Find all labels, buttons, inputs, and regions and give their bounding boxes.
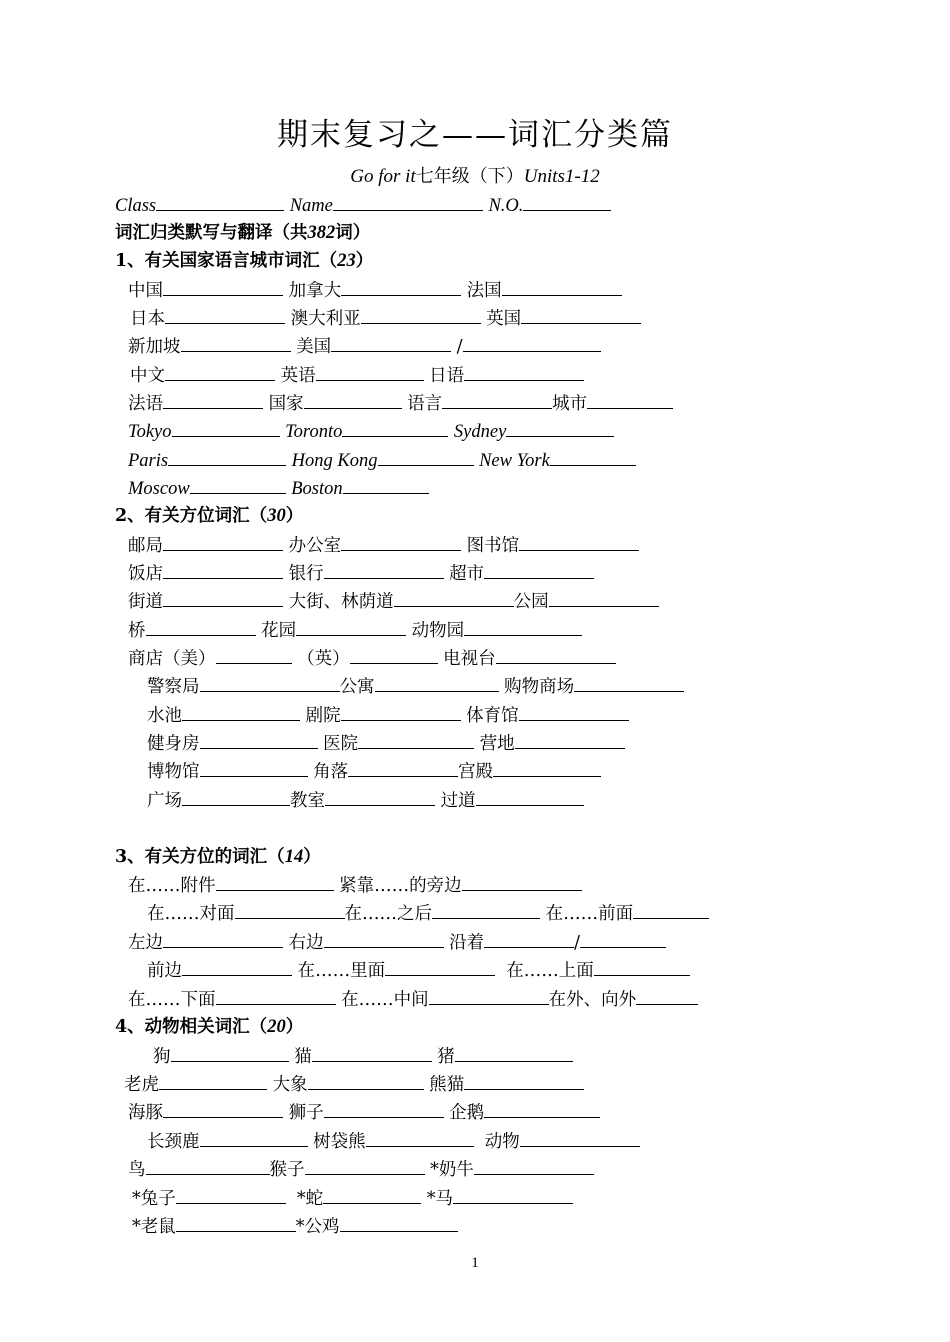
word-label: / [574, 933, 581, 953]
vocab-row [128, 417, 614, 445]
no-label: N.O. [488, 196, 524, 216]
answer-blank[interactable] [464, 616, 582, 636]
answer-blank[interactable] [305, 1155, 425, 1175]
answer-blank[interactable] [366, 1127, 474, 1147]
word-label: *蛇 [296, 1189, 324, 1209]
answer-blank[interactable] [163, 389, 263, 409]
word-label: / [456, 337, 463, 357]
units-label: Units1-12 [523, 166, 600, 187]
word-label: 街道 [128, 592, 163, 612]
word-label: 右边 [288, 933, 324, 953]
answer-blank[interactable] [342, 417, 448, 437]
vocab-row [147, 729, 625, 757]
word-label: 国家 [268, 394, 304, 414]
word-label: 在……对面 [147, 904, 235, 924]
answer-blank[interactable] [325, 786, 435, 806]
answer-blank[interactable] [378, 446, 474, 466]
answer-blank[interactable] [496, 644, 616, 664]
answer-blank[interactable] [636, 985, 698, 1005]
vocab-row [147, 786, 584, 814]
answer-blank[interactable] [331, 332, 451, 352]
word-label: 猴子 [269, 1160, 305, 1180]
word-label: 营地 [479, 734, 515, 754]
no-blank[interactable] [523, 191, 611, 211]
word-label: 警察局 [147, 677, 200, 697]
grade-label: 七年级（下） [415, 166, 524, 187]
series-name: Go for it [350, 166, 416, 187]
vocab-row [128, 559, 594, 587]
answer-blank[interactable] [453, 1184, 573, 1204]
word-label: Boston [291, 479, 343, 499]
answer-blank[interactable] [181, 332, 291, 352]
word-label: 办公室 [288, 536, 342, 556]
vocab-row [130, 361, 584, 389]
answer-blank[interactable] [429, 985, 549, 1005]
page-number: 1 [471, 1255, 479, 1271]
word-label: 前边 [147, 961, 182, 981]
answer-blank[interactable] [312, 1042, 432, 1062]
answer-blank[interactable] [163, 531, 283, 551]
word-label: 水池 [147, 706, 182, 726]
word-label: *兔子 [132, 1189, 176, 1209]
answer-blank[interactable] [493, 757, 601, 777]
answer-blank[interactable] [358, 729, 474, 749]
word-label: New York [479, 451, 550, 471]
answer-blank[interactable] [515, 729, 625, 749]
word-label: 加拿大 [288, 281, 342, 301]
answer-blank[interactable] [462, 871, 582, 891]
answer-blank[interactable] [308, 1070, 424, 1090]
answer-blank[interactable] [519, 701, 629, 721]
word-label: 公园 [513, 592, 549, 612]
name-label: Name [289, 196, 333, 216]
word-label: 在……前面 [545, 904, 634, 924]
vocab-row [153, 1042, 573, 1070]
word-label: 海豚 [128, 1103, 163, 1123]
answer-blank[interactable] [594, 956, 690, 976]
word-label: 动物园 [411, 621, 465, 641]
word-label: 过道 [440, 791, 476, 811]
word-label: Toronto [285, 422, 343, 442]
answer-blank[interactable] [200, 672, 340, 692]
answer-blank[interactable] [341, 276, 461, 296]
answer-blank[interactable] [182, 786, 290, 806]
answer-blank[interactable] [165, 361, 275, 381]
vocab-row [132, 1212, 458, 1240]
section-3-heading: 3、有关方位的词汇（14） [115, 847, 321, 867]
word-label: 长颈鹿 [147, 1132, 200, 1152]
answer-blank[interactable] [455, 1042, 573, 1062]
answer-blank[interactable] [163, 559, 283, 579]
answer-blank[interactable] [341, 701, 461, 721]
word-label: 日语 [429, 366, 465, 386]
vocab-row [128, 1155, 594, 1183]
vocab-row [128, 644, 616, 672]
answer-blank[interactable] [163, 1098, 283, 1118]
word-label: 宫殿 [458, 762, 494, 782]
answer-blank[interactable] [200, 1127, 308, 1147]
answer-blank[interactable] [176, 1212, 296, 1232]
word-label: 购物商场 [504, 677, 575, 697]
word-label: 日本 [130, 309, 165, 329]
answer-blank[interactable] [163, 276, 283, 296]
word-label: 在……里面 [297, 961, 386, 981]
vocab-row [147, 672, 684, 700]
word-label: 澳大利亚 [290, 309, 361, 329]
word-label: 英国 [486, 309, 522, 329]
word-label: Tokyo [128, 422, 172, 442]
class-label: Class [115, 196, 157, 216]
answer-blank[interactable] [324, 559, 444, 579]
vocab-row [128, 587, 659, 615]
answer-blank[interactable] [216, 871, 334, 891]
word-label: 花园 [261, 621, 297, 641]
answer-blank[interactable] [385, 956, 495, 976]
answer-blank[interactable] [587, 389, 673, 409]
answer-blank[interactable] [171, 1042, 289, 1062]
word-label: 左边 [128, 933, 163, 953]
vocab-row [128, 531, 639, 559]
answer-blank[interactable] [502, 276, 622, 296]
word-label: 健身房 [147, 734, 200, 754]
word-label: *老鼠 [132, 1217, 176, 1237]
vocab-row [132, 1184, 573, 1212]
answer-blank[interactable] [168, 446, 286, 466]
word-label: Moscow [128, 479, 190, 499]
answer-blank[interactable] [484, 1098, 600, 1118]
word-label: 在……下面 [128, 990, 216, 1010]
word-label: Sydney [453, 422, 507, 442]
vocab-row [128, 871, 582, 899]
word-label: 在外、向外 [548, 990, 637, 1010]
word-label: 语言 [407, 394, 443, 414]
section-2-heading: 2、有关方位词汇（30） [115, 506, 304, 526]
vocab-row [128, 474, 429, 502]
answer-blank[interactable] [146, 1155, 270, 1175]
answer-blank[interactable] [146, 616, 256, 636]
answer-blank[interactable] [348, 757, 458, 777]
answer-blank[interactable] [163, 928, 283, 948]
vocab-row [128, 332, 601, 360]
word-label: 剧院 [305, 706, 341, 726]
answer-blank[interactable] [200, 757, 308, 777]
word-label: 中文 [130, 366, 165, 386]
answer-blank[interactable] [633, 899, 709, 919]
word-label: 大街、林荫道 [288, 592, 394, 612]
vocab-row [128, 616, 582, 644]
answer-blank[interactable] [216, 644, 292, 664]
word-label: 美国 [296, 337, 332, 357]
word-label: 英语 [280, 366, 316, 386]
answer-blank[interactable] [172, 417, 280, 437]
word-label: 银行 [288, 564, 324, 584]
answer-blank[interactable] [341, 531, 461, 551]
vocab-row [147, 899, 709, 927]
word-label: 狮子 [288, 1103, 324, 1123]
answer-blank[interactable] [304, 389, 402, 409]
answer-blank[interactable] [235, 899, 345, 919]
word-label: 老虎 [124, 1075, 159, 1095]
answer-blank[interactable] [394, 587, 514, 607]
word-label: 法语 [128, 394, 163, 414]
answer-blank[interactable] [200, 729, 318, 749]
answer-blank[interactable] [519, 531, 639, 551]
word-label: 超市 [449, 564, 485, 584]
word-label: *奶牛 [430, 1160, 474, 1180]
word-label: 法国 [466, 281, 502, 301]
answer-blank[interactable] [340, 1212, 458, 1232]
word-label: 广场 [147, 791, 182, 811]
word-label: 企鹅 [449, 1103, 485, 1123]
vocab-row [147, 1127, 640, 1155]
word-label: 大象 [272, 1075, 308, 1095]
word-label: 医院 [323, 734, 359, 754]
answer-blank[interactable] [550, 446, 636, 466]
word-label: 猪 [437, 1047, 455, 1067]
page-title: 期末复习之——词汇分类篇 [277, 117, 673, 153]
vocab-row [128, 1098, 600, 1126]
answer-blank[interactable] [350, 644, 438, 664]
answer-blank[interactable] [159, 1070, 267, 1090]
answer-blank[interactable] [521, 304, 641, 324]
word-label: 中国 [128, 281, 163, 301]
answer-blank[interactable] [182, 701, 300, 721]
vocab-row [128, 446, 636, 474]
word-label: 教室 [290, 791, 325, 811]
answer-blank[interactable] [580, 928, 666, 948]
vocab-row [147, 956, 690, 984]
page-subtitle [0, 163, 950, 191]
class-blank[interactable] [156, 191, 284, 211]
section-4-heading: 4、动物相关词汇（20） [115, 1017, 304, 1037]
student-info-row [115, 191, 611, 219]
word-label: 公寓 [339, 677, 375, 697]
word-label: 角落 [313, 762, 349, 782]
word-label: 沿着 [449, 933, 485, 953]
vocab-row [147, 757, 601, 785]
answer-blank[interactable] [574, 672, 684, 692]
answer-blank[interactable] [343, 474, 429, 494]
answer-blank[interactable] [176, 1184, 286, 1204]
vocab-row [128, 985, 698, 1013]
vocab-row [128, 389, 673, 417]
answer-blank[interactable] [324, 1098, 444, 1118]
word-label: 鸟 [128, 1160, 146, 1180]
word-label: 树袋熊 [313, 1132, 366, 1152]
answer-blank[interactable] [463, 332, 601, 352]
word-label: Paris [128, 451, 169, 471]
answer-blank[interactable] [190, 474, 286, 494]
answer-blank[interactable] [216, 985, 336, 1005]
answer-blank[interactable] [296, 616, 406, 636]
vocab-row [128, 928, 666, 956]
answer-blank[interactable] [476, 786, 584, 806]
answer-blank[interactable] [163, 587, 283, 607]
vocab-row [147, 701, 629, 729]
answer-blank[interactable] [549, 587, 659, 607]
word-label: 电视台 [443, 649, 496, 669]
word-label: 动物 [484, 1132, 520, 1152]
answer-blank[interactable] [442, 389, 552, 409]
word-label: 桥 [128, 621, 146, 641]
word-label: 新加坡 [128, 337, 181, 357]
word-label: 博物馆 [147, 762, 200, 782]
word-label: *马 [426, 1189, 453, 1209]
word-label: 在……中间 [341, 990, 429, 1010]
summary-heading: 词汇归类默写与翻译（共382词） [115, 223, 371, 243]
word-label: 图书馆 [466, 536, 520, 556]
answer-blank[interactable] [165, 304, 285, 324]
answer-blank[interactable] [375, 672, 499, 692]
word-label: 城市 [552, 394, 588, 414]
answer-blank[interactable] [484, 559, 594, 579]
vocab-row [124, 1070, 584, 1098]
word-label: 狗 [153, 1047, 171, 1067]
answer-blank[interactable] [484, 928, 574, 948]
answer-blank[interactable] [316, 361, 424, 381]
word-label: 邮局 [128, 536, 163, 556]
word-label: 熊猫 [429, 1075, 465, 1095]
answer-blank[interactable] [432, 899, 540, 919]
answer-blank[interactable] [506, 417, 614, 437]
answer-blank[interactable] [324, 928, 444, 948]
vocab-row [130, 304, 641, 332]
word-label: Hong Kong [291, 451, 378, 471]
word-label: 饭店 [128, 564, 163, 584]
word-label: *公鸡 [295, 1217, 340, 1237]
answer-blank[interactable] [361, 304, 481, 324]
word-label: 在……附件 [128, 876, 216, 896]
word-label: 猫 [294, 1047, 312, 1067]
word-label: 紧靠……的旁边 [339, 876, 462, 896]
answer-blank[interactable] [182, 956, 292, 976]
answer-blank[interactable] [323, 1184, 421, 1204]
word-label: 在……上面 [506, 961, 594, 981]
section-1-heading: 1、有关国家语言城市词汇（23） [115, 251, 374, 271]
answer-blank[interactable] [464, 1070, 584, 1090]
answer-blank[interactable] [464, 361, 584, 381]
word-label: 商店（美） [128, 649, 216, 669]
name-blank[interactable] [333, 191, 483, 211]
word-label: （英） [297, 649, 350, 669]
vocab-row [128, 276, 622, 304]
answer-blank[interactable] [474, 1155, 594, 1175]
word-label: 体育馆 [466, 706, 519, 726]
word-label: 在……之后 [344, 904, 432, 924]
answer-blank[interactable] [520, 1127, 640, 1147]
